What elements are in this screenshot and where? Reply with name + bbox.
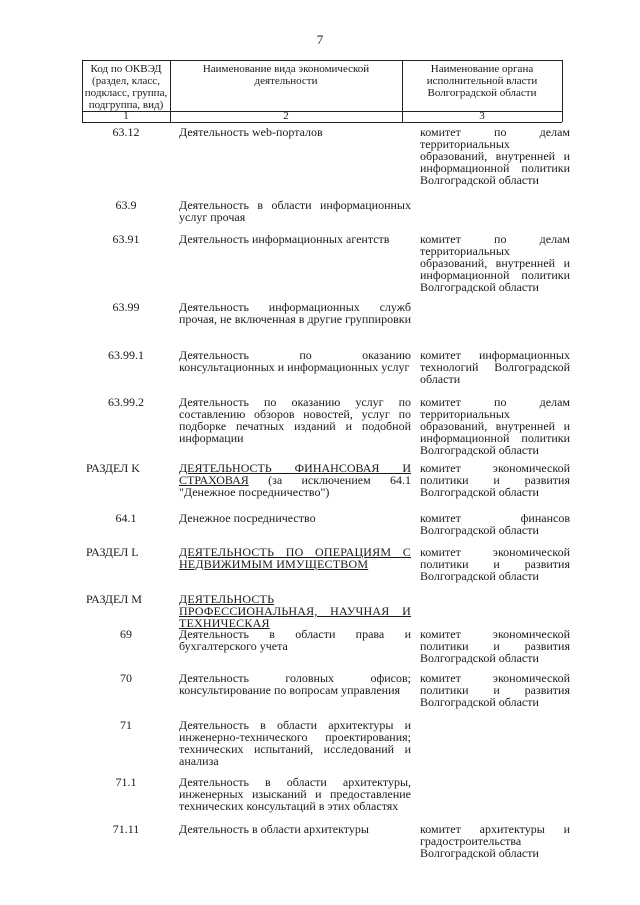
section-title: ДЕЯТЕЛЬНОСТЬ ФИНАНСОВАЯ И СТРАХОВАЯ — [179, 461, 411, 487]
okved-code: 63.12 — [112, 125, 140, 139]
authority-name: комитет экономической политики и развития Волгоградской области — [420, 671, 570, 709]
authority-name: комитет финансов Волгоградской области — [420, 511, 570, 537]
okved-code: 69 — [120, 627, 132, 641]
activity-name — [179, 462, 411, 498]
activity-name: Деятельность в области информационных услуг прочая — [179, 198, 411, 224]
table-divider-2 — [402, 60, 403, 122]
okved-code: 64.1 — [115, 511, 137, 525]
okved-code: 63.99 — [112, 300, 140, 314]
okved-code: 63.99.1 — [108, 348, 144, 362]
authority-name: комитет экономической политики и развития Волгоградской области — [420, 545, 570, 583]
column-number-1: 1 — [123, 110, 129, 122]
okved-section-code: РАЗДЕЛ K — [86, 461, 140, 475]
activity-name: Деятельность по оказанию услуг по составлению обзоров новостей, услуг по подборке печатных изданий и подобной информации — [179, 395, 411, 445]
okved-code: 70 — [120, 671, 132, 685]
activity-name: Деятельность в области архитектуры, инженерных изысканий и предоставление технических консультаций в этих областях — [179, 775, 411, 813]
okved-code: 63.99.2 — [108, 395, 144, 409]
activity-name: Деятельность головных офисов; консультирование по вопросам управления — [179, 671, 411, 697]
authority-name: комитет экономической политики и развития Волгоградской области — [420, 627, 570, 665]
header-col-code: Код по ОКВЭД (раздел, класс, подкласс, группа, подгруппа, вид) — [84, 63, 168, 111]
page-number: 7 — [316, 32, 324, 47]
okved-section-code: РАЗДЕЛ L — [86, 545, 139, 559]
okved-code: 71.11 — [112, 822, 140, 836]
header-col-activity: Наименование вида экономической деятельности — [202, 63, 370, 87]
authority-name: комитет по делам территориальных образований, внутренней и информационной политики Волгоградской области — [420, 395, 570, 457]
authority-name: комитет по делам территориальных образований, внутренней и информационной политики Волгоградской области — [420, 125, 570, 187]
header-col-authority: Наименование органа исполнительной власти Волгоградской области — [426, 63, 538, 99]
activity-name: Деятельность в области архитектуры и инженерно-технического проектирования; технических испытаний, исследований и анализа — [179, 718, 411, 768]
activity-name: Денежное посредничество — [179, 511, 316, 525]
section-exception-note: (за исключением 64.1 "Денежное посредничество") — [179, 473, 412, 499]
okved-section-code: РАЗДЕЛ M — [86, 592, 142, 606]
section-title: ДЕЯТЕЛЬНОСТЬ ПО ОПЕРАЦИЯМ С НЕДВИЖИМЫМ ИМУЩЕСТВОМ — [179, 545, 411, 571]
okved-code: 71.1 — [115, 775, 137, 789]
authority-name: комитет архитектуры и градостроительства Волгоградской области — [420, 822, 570, 860]
okved-code: 71 — [120, 718, 132, 732]
table-border-right — [562, 60, 563, 122]
activity-name: Деятельность web-порталов — [179, 125, 323, 139]
table-divider-1 — [170, 60, 171, 122]
activity-name: Деятельность по оказанию консультационных и информационных услуг — [179, 348, 411, 374]
okved-code: 63.91 — [112, 232, 140, 246]
activity-name: Деятельность информационных служб прочая, не включенная в другие группировки — [179, 300, 412, 326]
activity-name: Деятельность в области права и бухгалтерского учета — [179, 627, 411, 653]
okved-code: 63.9 — [115, 198, 137, 212]
activity-name: Деятельность в области архитектуры — [179, 822, 369, 836]
column-number-2: 2 — [283, 110, 289, 122]
column-number-row — [82, 110, 562, 123]
column-number-3: 3 — [479, 110, 485, 122]
authority-name: комитет по делам территориальных образований, внутренней и информационной политики Волгоградской области — [420, 232, 570, 294]
section-title: ДЕЯТЕЛЬНОСТЬ ПРОФЕССИОНАЛЬНАЯ, НАУЧНАЯ И ТЕХНИЧЕСКАЯ — [179, 592, 411, 630]
authority-name: комитет экономической политики и развития Волгоградской области — [420, 461, 570, 499]
table-header — [82, 60, 562, 112]
table-border-left — [82, 60, 83, 122]
activity-name: Деятельность информационных агентств — [179, 232, 390, 246]
authority-name: комитет информационных технологий Волгоградской области — [420, 348, 570, 386]
